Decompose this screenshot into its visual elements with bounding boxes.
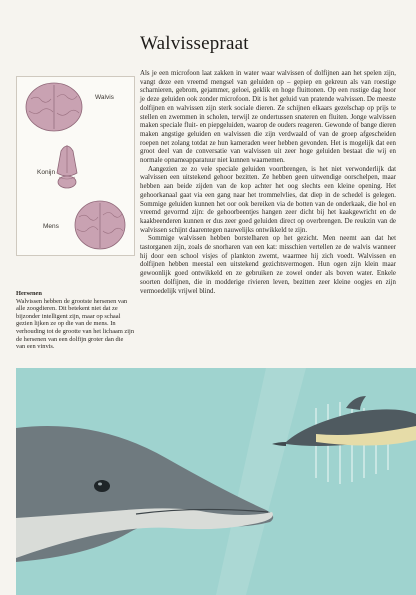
dolphin-scene (16, 368, 416, 595)
human-label: Mens (43, 223, 59, 230)
figure-caption (16, 290, 134, 351)
paragraph-3: Sommige walvissen hebben borstelharen op het gezicht. Men neemt aan dat het tastorganen zijn, zoals de snorharen van een kat: misschien vertellen ze de walvis wanneer hij door een school visjes of plankton zwemt, waarmee hij zich voedt. Walvissen en dolfijnen hebben meestal een uitstekend gezichtsvermogen. Hun ogen zijn klein maar gewoonlijk goed ontwikkeld en ze gebruiken ze zowel onder als boven water. Enkele soorten dolfijnen, die in modderige rivieren leven, bezitten zeer kleine oogjes en zijn vermoedelijk vrijwel blind. (140, 235, 396, 295)
brain-comparison-figure (16, 76, 135, 256)
paragraph-1: Als je een microfoon laat zakken in water waar walvissen of dolfijnen aan het spelen zijn, vangt deze een vreemd mengsel van geluiden op – gepiep en gekreun als van roestige scharnieren, gebrom, gejammer, geloei, geklik en hoge fluittonen. Op een rustige dag hoor je deze geluiden ook zonder microfoon. Dit is het geluid van pratende walvissen. De meeste dolfijnen en walvissen zijn sterk sociale dieren. Ze schijnen elkaars gezelschap op prijs te stellen en zwemmen in scholen, terwijl ze ondertussen snateren en fluiten. Jonge walvissen maken speciale fluit- en piepgeluiden, waarop de ouders reageren. Gewonde of bange dieren maken angstige geluiden en walvissen die zijn verdwaald of van de groep afgescheiden roepen net zolang totdat ze hun kameraden weer hebben gevonden. Het is mogelijk dat een groot deel van de conversatie van walvissen uit zeer hoge geluiden bestaat die wij en normale opnameapparatuur niet kunnen waarnemen. (140, 70, 396, 165)
dolphin-eye (94, 480, 110, 492)
paragraph-2: Aangezien ze zo vele speciale geluiden voortbrengen, is het niet verwonderlijk dat walvissen een uitstekend gehoor bezitten. Ze hebben geen uitwendige oorschelpen, maar hebben aan beide zijden van de kop achter het oog slechts een kleine opening. Het gehoorkanaal gaat via een gang naar het trommelvlies, dat diep in de schedel is gelegen. Sommige geluiden kunnen het oor ook bereiken via de botten van de onderkaak, die hol en vreemd gevormd zijn: de gehoorbeentjes hangen zeer dicht bij het kaakgewricht en de kaakbeenderen kunnen er dus zeer goed geluiden direct op overbrengen. De reukzin van de walvissen schijnt daarentegen nauwelijks ontwikkeld te zijn. (140, 165, 396, 234)
human-brain (75, 201, 125, 249)
caption-text: Walvissen hebben de grootste hersenen van alle zoogdieren. Dit betekent niet dat ze bijzonder intelligent zijn, maar op schaal gezien lijken ze op die van de mens. In verhouding tot de grootte van het lichaam zijn de hersenen van een dolfijn groter dan die van een vinvis. (16, 297, 135, 351)
whale-label: Walvis (95, 94, 114, 101)
rabbit-label: Konijn (37, 169, 56, 176)
caption-title: Hersenen (16, 290, 42, 297)
article-body (140, 70, 396, 296)
whale-brain (26, 83, 82, 131)
page-title: Walvissepraat (140, 33, 249, 54)
brain-illustrations (17, 77, 134, 255)
dolphin-illustration (16, 368, 416, 595)
rabbit-brain (57, 145, 77, 188)
